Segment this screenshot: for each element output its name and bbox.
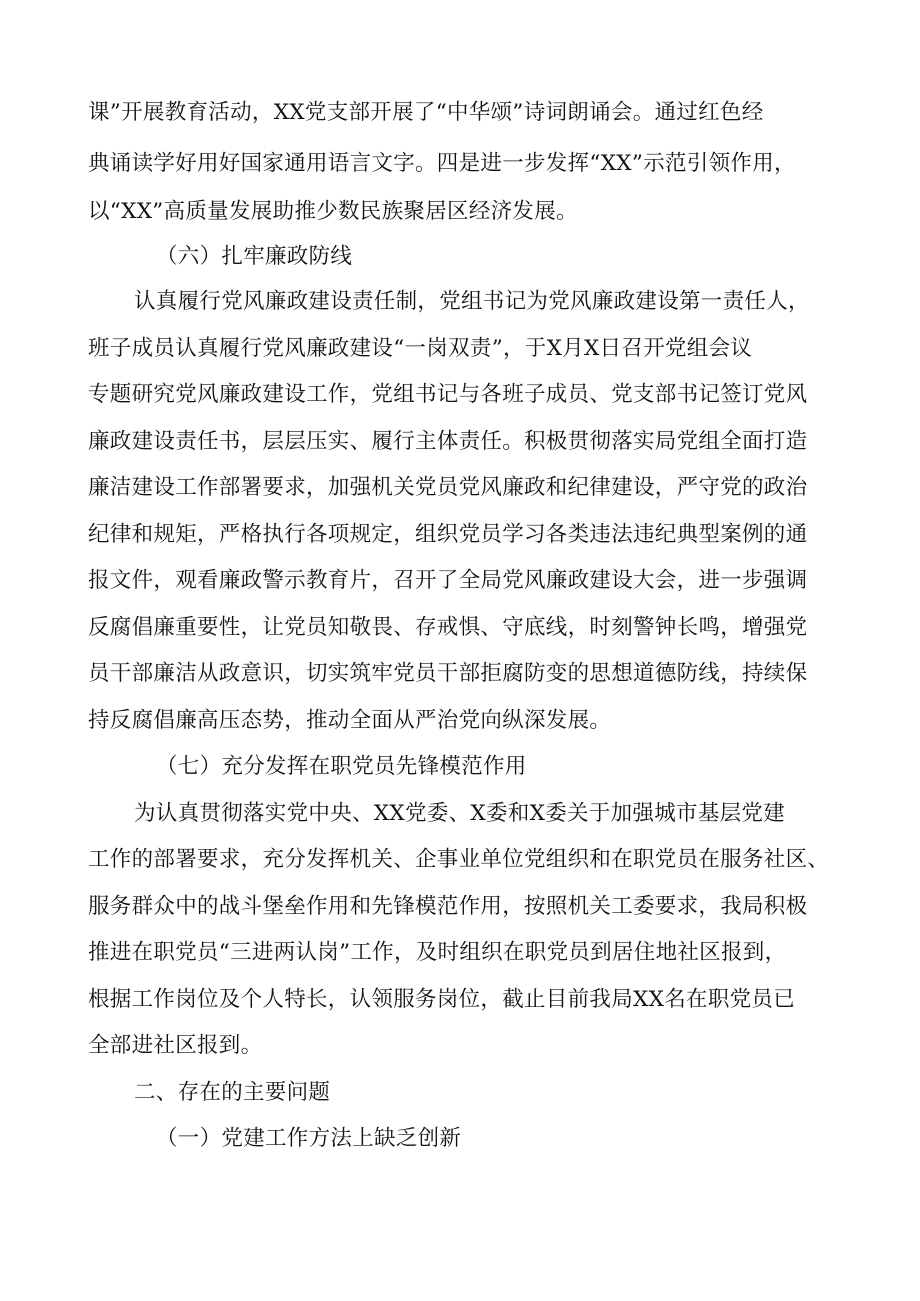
paragraph-line: 认真履行党风廉政建设责任制，党组书记为党风廉政建设第一责任人，: [134, 289, 810, 314]
paragraph-line: 推进在职党员“三进两认岗”工作，及时组织在职党员到居住地社区报到，: [88, 940, 787, 965]
paragraph-line: 为认真贯彻落实党中央、XX党委、X委和X委关于加强城市基层党建: [134, 801, 786, 826]
section-heading: （七）充分发挥在职党员先锋模范作用: [156, 754, 527, 779]
paragraph-line: 典诵读学好用好国家通用语言文字。四是进一步发挥“XX”示范引领作用，: [88, 151, 796, 176]
paragraph-line: 班子成员认真履行党风廉政建设“一岗双责”，于X月X日召开党组会议: [88, 336, 753, 361]
paragraph-line: 报文件，观看廉政警示教育片，召开了全局党风廉政建设大会，进一步强调: [88, 568, 808, 593]
paragraph-line: 以“XX”高质量发展助推少数民族聚居区经济发展。: [88, 199, 578, 224]
paragraph-line: 员干部廉洁从政意识，切实筑牢党员干部拒腐防变的思想道德防线，持续保: [88, 661, 808, 686]
section-heading: （六）扎牢廉政防线: [156, 244, 353, 269]
paragraph-line: 持反腐倡廉高压态势，推动全面从严治党向纵深发展。: [88, 708, 612, 733]
paragraph-line: 课”开展教育活动，XX党支部开展了“中华颂”诗词朗诵会。通过红色经: [88, 100, 764, 125]
chapter-heading: 二、存在的主要问题: [134, 1080, 331, 1105]
section-heading: （一）党建工作方法上缺乏创新: [156, 1126, 462, 1151]
paragraph-line: 全部进社区报到。: [88, 1033, 263, 1058]
paragraph-line: 根据工作岗位及个人特长，认领服务岗位，截止目前我局XX名在职党员已: [88, 987, 796, 1012]
paragraph-line: 纪律和规矩，严格执行各项规定，组织党员学习各类违法违纪典型案例的通: [88, 522, 808, 547]
paragraph-line: 反腐倡廉重要性，让党员知敬畏、存戒惧、守底线，时刻警钟长鸣，增强党: [88, 615, 808, 640]
paragraph-line: 廉洁建设工作部署要求，加强机关党员党风廉政和纪律建设，严守党的政治: [88, 475, 808, 500]
paragraph-line: 服务群众中的战斗堡垒作用和先锋模范作用，按照机关工委要求，我局积极: [88, 894, 808, 919]
paragraph-line: 专题研究党风廉政建设工作，党组书记与各班子成员、党支部书记签订党风: [88, 382, 808, 407]
paragraph-line: 廉政建设责任书，层层压实、履行主体责任。积极贯彻落实局党组全面打造: [88, 429, 808, 454]
paragraph-line: 工作的部署要求，充分发挥机关、企事业单位党组织和在职党员在服务社区、: [88, 847, 830, 872]
